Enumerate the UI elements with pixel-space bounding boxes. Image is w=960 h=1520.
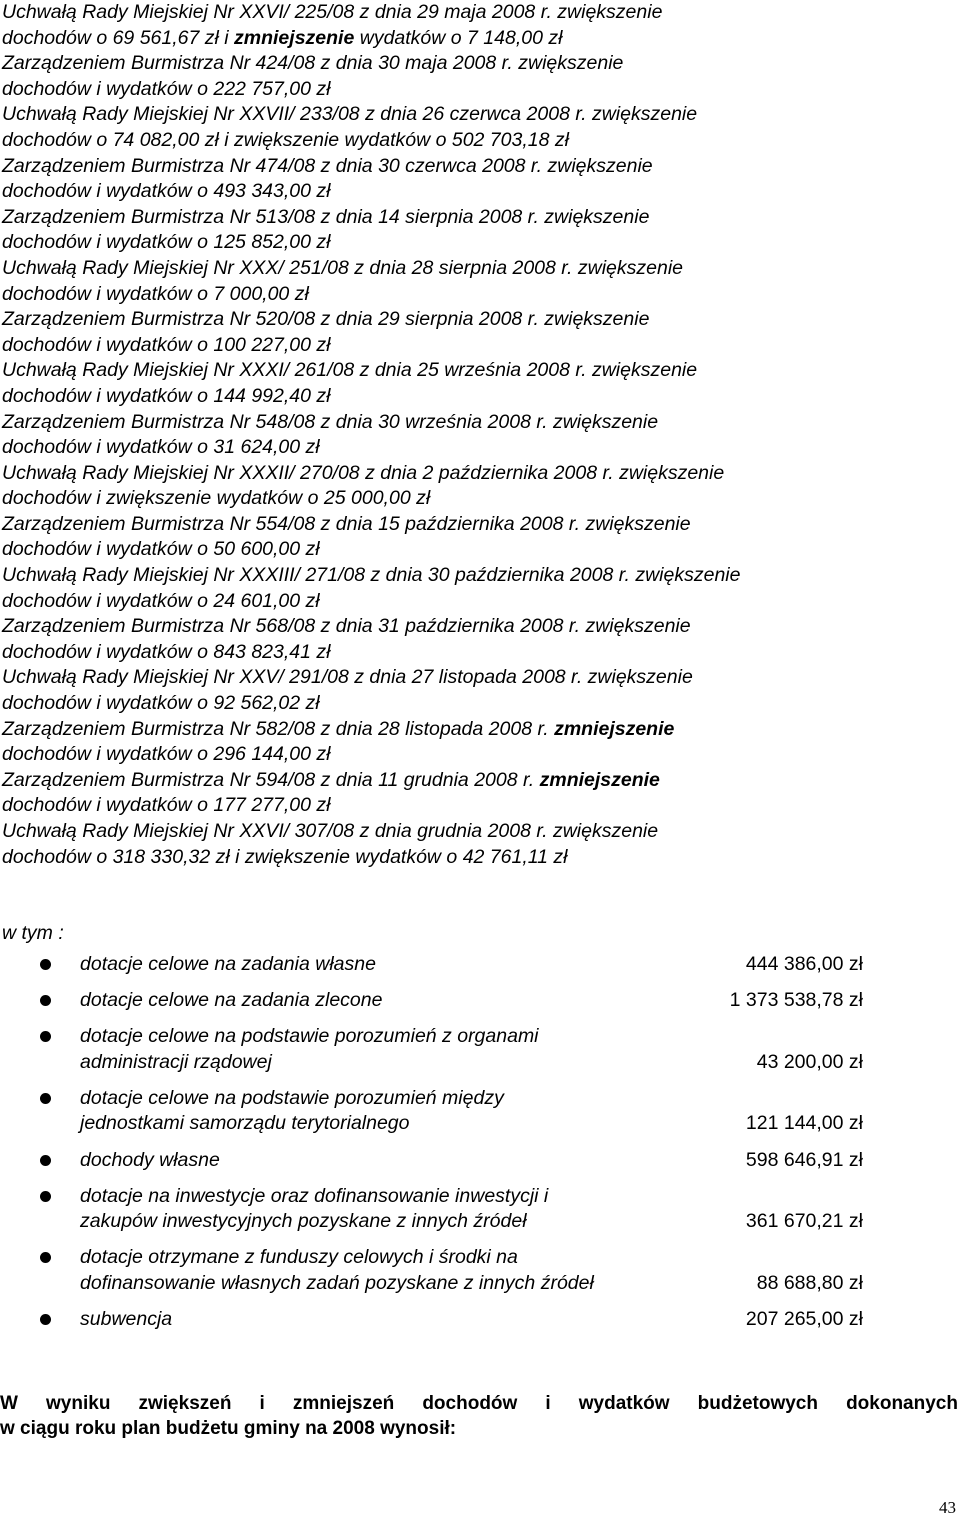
entry-line-1: Uchwałą Rady Miejskiej Nr XXV/ 291/08 z dnia 27 listopada 2008 r. zwiększenie	[2, 666, 693, 689]
income-item	[0, 1148, 960, 1174]
entry-line-2-text: dochodów i wydatków o 24 601,00 zł	[2, 589, 320, 612]
entry-line-1: Zarządzeniem Burmistrza Nr 513/08 z dnia 14 sierpnia 2008 r. zwiększenie	[2, 205, 650, 228]
entry-line-2	[0, 435, 960, 461]
budget-change-entry	[0, 819, 960, 870]
budget-change-entry	[0, 768, 960, 819]
entry-line-2	[0, 179, 960, 205]
summary-word: i	[259, 1393, 265, 1414]
income-item-label: dotacje celowe na podstawie porozumień między	[80, 1086, 504, 1109]
income-item-label-continued: dofinansowanie własnych zadań pozyskane z innych źródeł	[80, 1271, 594, 1294]
entry-line-2	[0, 128, 960, 154]
entry-line-1-text: Zarządzeniem Burmistrza Nr 582/08 z dnia 28 listopada 2008 r.	[2, 717, 555, 740]
income-item-label-continued: jednostkami samorządu terytorialnego	[80, 1112, 410, 1135]
income-item-label: dotacje celowe na podstawie porozumień z organami	[80, 1025, 539, 1048]
entry-line-2-text: dochodów i wydatków o 493 343,00 zł	[2, 180, 331, 203]
entry-line-2	[0, 640, 960, 666]
summary-word: dokonanych	[846, 1393, 958, 1414]
entry-line-2-text: dochodów i wydatków o 31 624,00 zł	[2, 436, 320, 459]
bullet-icon	[40, 1252, 51, 1263]
income-item	[0, 1086, 960, 1137]
entry-line-2	[0, 537, 960, 563]
budget-change-entry	[0, 665, 960, 716]
budget-change-entry	[0, 614, 960, 665]
budget-change-entry	[0, 0, 960, 51]
entry-line-2	[0, 26, 960, 52]
entry-line-2-text: dochodów i wydatków o 125 852,00 zł	[2, 231, 331, 254]
entry-line-1: Uchwałą Rady Miejskiej Nr XXXIII/ 271/08 z dnia 30 października 2008 r. zwiększenie	[2, 564, 741, 587]
entry-line-2-text: dochodów o 74 082,00 zł i zwiększenie wydatków o 502 703,18 zł	[2, 128, 569, 151]
entry-line-1: Zarządzeniem Burmistrza Nr 568/08 z dnia 31 października 2008 r. zwiększenie	[2, 615, 691, 638]
bullet-icon	[40, 1314, 51, 1325]
income-item-amount: 43 200,00 zł	[756, 1050, 863, 1073]
income-item-label: dochody własne	[80, 1148, 220, 1171]
entry-line-2-text: dochodów o 69 561,67 zł i	[2, 26, 235, 49]
budget-change-entry	[0, 154, 960, 205]
entry-line-2	[0, 333, 960, 359]
entry-line-2-text: dochodów i wydatków o 296 144,00 zł	[2, 743, 331, 766]
summary-word: budżetowych	[697, 1393, 818, 1414]
bullet-icon	[40, 1031, 51, 1042]
income-item-amount: 444 386,00 zł	[745, 953, 863, 975]
entry-line-2-text: dochodów i zwiększenie wydatków o 25 000,00 zł	[2, 487, 431, 510]
emphasis-keyword: zmniejszenie	[539, 768, 660, 791]
income-breakdown-list	[0, 952, 960, 1343]
entry-line-2-text: dochodów o 318 330,32 zł i zwiększenie wydatków o 42 761,11 zł	[2, 845, 568, 868]
bullet-icon	[40, 1093, 51, 1104]
entry-line-2	[0, 486, 960, 512]
budget-change-entry	[0, 256, 960, 307]
budget-change-entry	[0, 51, 960, 102]
entry-line-2-text: dochodów i wydatków o 222 757,00 zł	[2, 77, 331, 100]
entry-line-2-text: dochodów i wydatków o 92 562,02 zł	[2, 692, 320, 715]
budget-change-entry	[0, 563, 960, 614]
bullet-icon	[40, 959, 51, 970]
entry-line-1	[0, 717, 960, 743]
income-item-label: dotacje celowe na zadania zlecone	[80, 989, 383, 1012]
summary-word: zwiększeń	[138, 1393, 232, 1414]
summary-word: wyniku	[46, 1393, 111, 1414]
income-item	[0, 952, 960, 978]
summary-word: wydatków	[578, 1393, 670, 1414]
entry-line-1: Uchwałą Rady Miejskiej Nr XXVII/ 233/08 z dnia 26 czerwca 2008 r. zwiększenie	[2, 103, 698, 126]
income-item-amount: 598 646,91 zł	[745, 1148, 863, 1171]
entry-line-1: Uchwałą Rady Miejskiej Nr XXX/ 251/08 z dnia 28 sierpnia 2008 r. zwiększenie	[2, 256, 684, 279]
income-item-label: dotacje celowe na zadania własne	[80, 953, 376, 975]
bullet-icon	[40, 1155, 51, 1166]
entry-line-2	[0, 282, 960, 308]
entry-line-1: Uchwałą Rady Miejskiej Nr XXXI/ 261/08 z dnia 25 września 2008 r. zwiększenie	[2, 359, 698, 382]
income-item-label: subwencja	[80, 1308, 173, 1331]
entry-line-2	[0, 384, 960, 410]
bullet-icon	[40, 995, 51, 1006]
income-item-amount: 88 688,80 zł	[756, 1271, 863, 1294]
income-item	[0, 1184, 960, 1235]
budget-change-entry	[0, 102, 960, 153]
entry-line-1: Uchwałą Rady Miejskiej Nr XXXII/ 270/08 z dnia 2 października 2008 r. zwiększenie	[2, 461, 725, 484]
entry-line-2-text: dochodów i wydatków o 177 277,00 zł	[2, 794, 331, 817]
income-item-label-continued: zakupów inwestycyjnych pozyskane z innych źródeł	[80, 1210, 527, 1233]
entry-line-1: Zarządzeniem Burmistrza Nr 474/08 z dnia 30 czerwca 2008 r. zwiększenie	[2, 154, 653, 177]
income-item-amount: 1 373 538,78 zł	[729, 989, 863, 1012]
entry-line-1: Zarządzeniem Burmistrza Nr 424/08 z dnia 30 maja 2008 r. zwiększenie	[2, 52, 624, 75]
budget-change-entry	[0, 205, 960, 256]
bullet-icon	[40, 1191, 51, 1202]
income-item	[0, 1245, 960, 1296]
entry-line-2-text: dochodów i wydatków o 843 823,41 zł	[2, 640, 331, 663]
budget-change-entry	[0, 410, 960, 461]
entry-line-1	[0, 768, 960, 794]
summary-word: zmniejszeń	[292, 1393, 395, 1414]
entry-line-2	[0, 589, 960, 615]
entry-line-2	[0, 691, 960, 717]
income-item-amount: 207 265,00 zł	[745, 1308, 863, 1331]
budget-change-entry	[0, 358, 960, 409]
summary-line-1	[0, 1391, 958, 1416]
summary-word: W	[0, 1393, 18, 1414]
entry-line-2	[0, 230, 960, 256]
income-item-amount: 361 670,21 zł	[745, 1210, 863, 1233]
summary-line-2: w ciągu roku plan budżetu gminy na 2008 wynosił:	[0, 1418, 457, 1440]
entry-line-1: Uchwałą Rady Miejskiej Nr XXVI/ 225/08 z dnia 29 maja 2008 r. zwiększenie	[2, 1, 663, 23]
entry-line-2-text: wydatków o 7 148,00 zł	[354, 26, 563, 49]
entry-line-2	[0, 742, 960, 768]
entry-line-2-text: dochodów i wydatków o 7 000,00 zł	[2, 282, 309, 305]
entry-line-1: Zarządzeniem Burmistrza Nr 548/08 z dnia 30 września 2008 r. zwiększenie	[2, 410, 659, 433]
budget-change-entry	[0, 307, 960, 358]
income-item-amount: 121 144,00 zł	[745, 1112, 863, 1135]
budget-change-entry	[0, 512, 960, 563]
summary-word: i	[545, 1393, 551, 1414]
entry-line-2-text: dochodów i wydatków o 50 600,00 zł	[2, 538, 320, 561]
income-item-label-continued: administracji rządowej	[80, 1050, 272, 1073]
page-number: 43	[939, 1498, 956, 1517]
income-item-label: dotacje otrzymane z funduszy celowych i środki na	[80, 1246, 518, 1269]
budget-change-entry	[0, 717, 960, 768]
entry-line-2-text: dochodów i wydatków o 100 227,00 zł	[2, 333, 331, 356]
income-item	[0, 988, 960, 1014]
summary-word: dochodów	[422, 1393, 518, 1414]
entry-line-1: Uchwałą Rady Miejskiej Nr XXVI/ 307/08 z dnia grudnia 2008 r. zwiększenie	[2, 820, 659, 842]
entry-line-2	[0, 845, 960, 871]
w-tym-heading: w tym :	[2, 922, 64, 944]
emphasis-keyword: zmniejszenie	[554, 717, 675, 740]
emphasis-keyword: zmniejszenie	[234, 26, 355, 49]
entry-line-1: Zarządzeniem Burmistrza Nr 520/08 z dnia 29 sierpnia 2008 r. zwiększenie	[2, 308, 650, 331]
income-item-label: dotacje na inwestycje oraz dofinansowanie inwestycji i	[80, 1184, 549, 1207]
entry-line-2	[0, 77, 960, 103]
entry-line-2	[0, 793, 960, 819]
entry-line-2-text: dochodów i wydatków o 144 992,40 zł	[2, 384, 331, 407]
income-item	[0, 1307, 960, 1333]
entry-line-1: Zarządzeniem Burmistrza Nr 554/08 z dnia 15 października 2008 r. zwiększenie	[2, 512, 691, 535]
summary-paragraph	[0, 1391, 960, 1442]
entry-line-1-text: Zarządzeniem Burmistrza Nr 594/08 z dnia 11 grudnia 2008 r.	[2, 768, 540, 791]
income-item	[0, 1024, 960, 1075]
budget-change-entry	[0, 461, 960, 512]
